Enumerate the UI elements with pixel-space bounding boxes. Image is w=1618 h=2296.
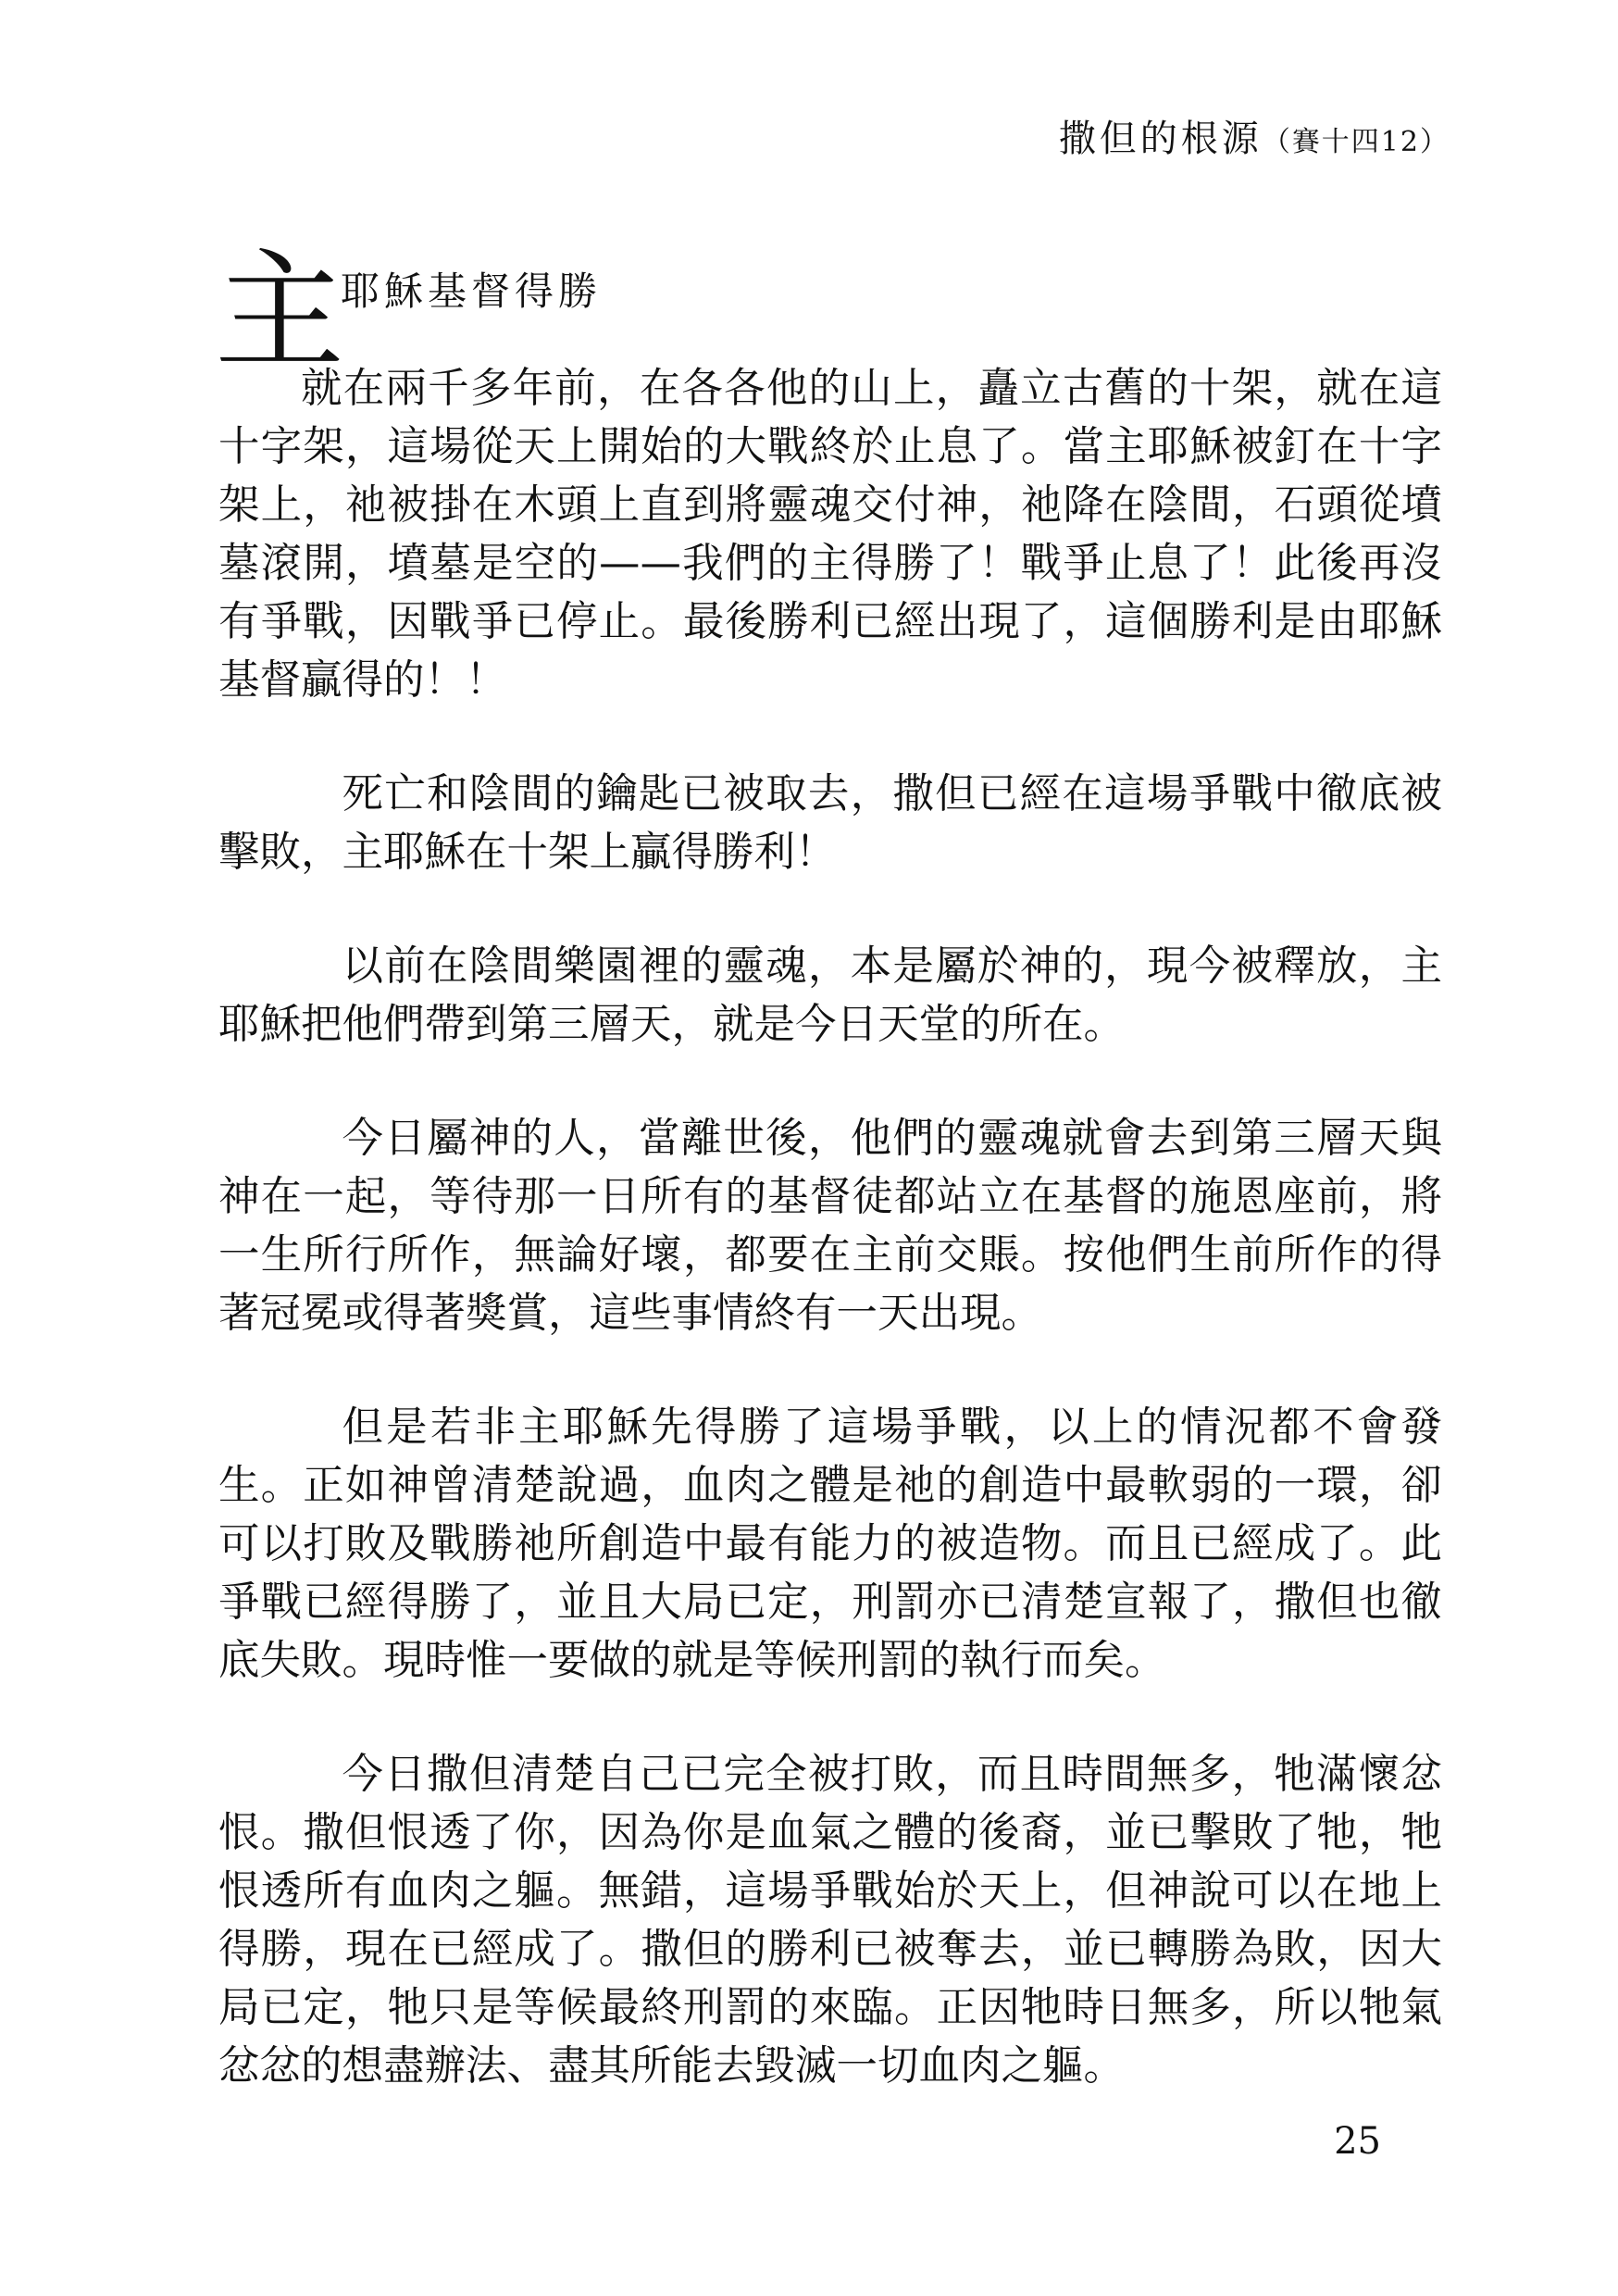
paragraph: 就在兩千多年前，在各各他的山上，矗立古舊的十架，就在這十字架，這場從天上開始的大戰終於止息了。當主耶穌被釘在十字架上，祂被掛在木頭上直到將靈魂交付神，祂降在陰間，石頭從墳墓滾開，墳墓是空的——我們的主得勝了！戰爭止息了！此後再沒有爭戰，因戰爭已停止。最後勝利已經出現了，這個勝利是由耶穌基督贏得的！！: [218, 365, 1442, 704]
drop-cap: 主: [215, 237, 345, 388]
body-text: [218, 359, 1442, 2151]
page-number: 25: [1334, 2120, 1381, 2163]
paragraph: 以前在陰間樂園裡的靈魂，本是屬於神的，現今被釋放，主耶穌把他們帶到第三層天，就是今日天堂的所在。: [218, 942, 1442, 1048]
paragraph: 今日撒但清楚自己已完全被打敗，而且時間無多，牠滿懷忿恨。撒但恨透了你，因為你是血氣之體的後裔，並已擊敗了牠，牠恨透所有血肉之軀。無錯，這場爭戰始於天上，但神說可以在地上得勝，現在已經成了。撒但的勝利已被奪去，並已轉勝為敗，因大局已定，牠只是等候最終刑罰的來臨。正因牠時日無多，所以牠氣忿忿的想盡辦法、盡其所能去毀滅一切血肉之軀。: [218, 1751, 1442, 2090]
section-title: 耶穌基督得勝: [341, 268, 603, 314]
paragraph: 今日屬神的人，當離世後，他們的靈魂就會去到第三層天與神在一起，等待那一日所有的基督徒都站立在基督的施恩座前，將一生所行所作，無論好壞，都要在主前交賬。按他們生前所作的得著冠冕或得著獎賞，這些事情終有一天出現。: [218, 1115, 1442, 1337]
paragraph: 死亡和陰間的鑰匙已被取去，撒但已經在這場爭戰中徹底被擊敗，主耶穌在十架上贏得勝利！: [218, 770, 1442, 876]
scripture-reference: （賽十四12）: [1262, 126, 1450, 158]
paragraph: 但是若非主耶穌先得勝了這場爭戰，以上的情況都不會發生。正如神曾清楚說過，血肉之體是祂的創造中最軟弱的一環，卻可以打敗及戰勝祂所創造中最有能力的被造物。而且已經成了。此爭戰已經得勝了，並且大局已定，刑罰亦已清楚宣報了，撒但也徹底失敗。現時惟一要做的就是等候刑罰的執行而矣。: [218, 1404, 1442, 1684]
running-head: [1059, 109, 1450, 162]
book-title: 撒但的根源: [1058, 118, 1263, 160]
